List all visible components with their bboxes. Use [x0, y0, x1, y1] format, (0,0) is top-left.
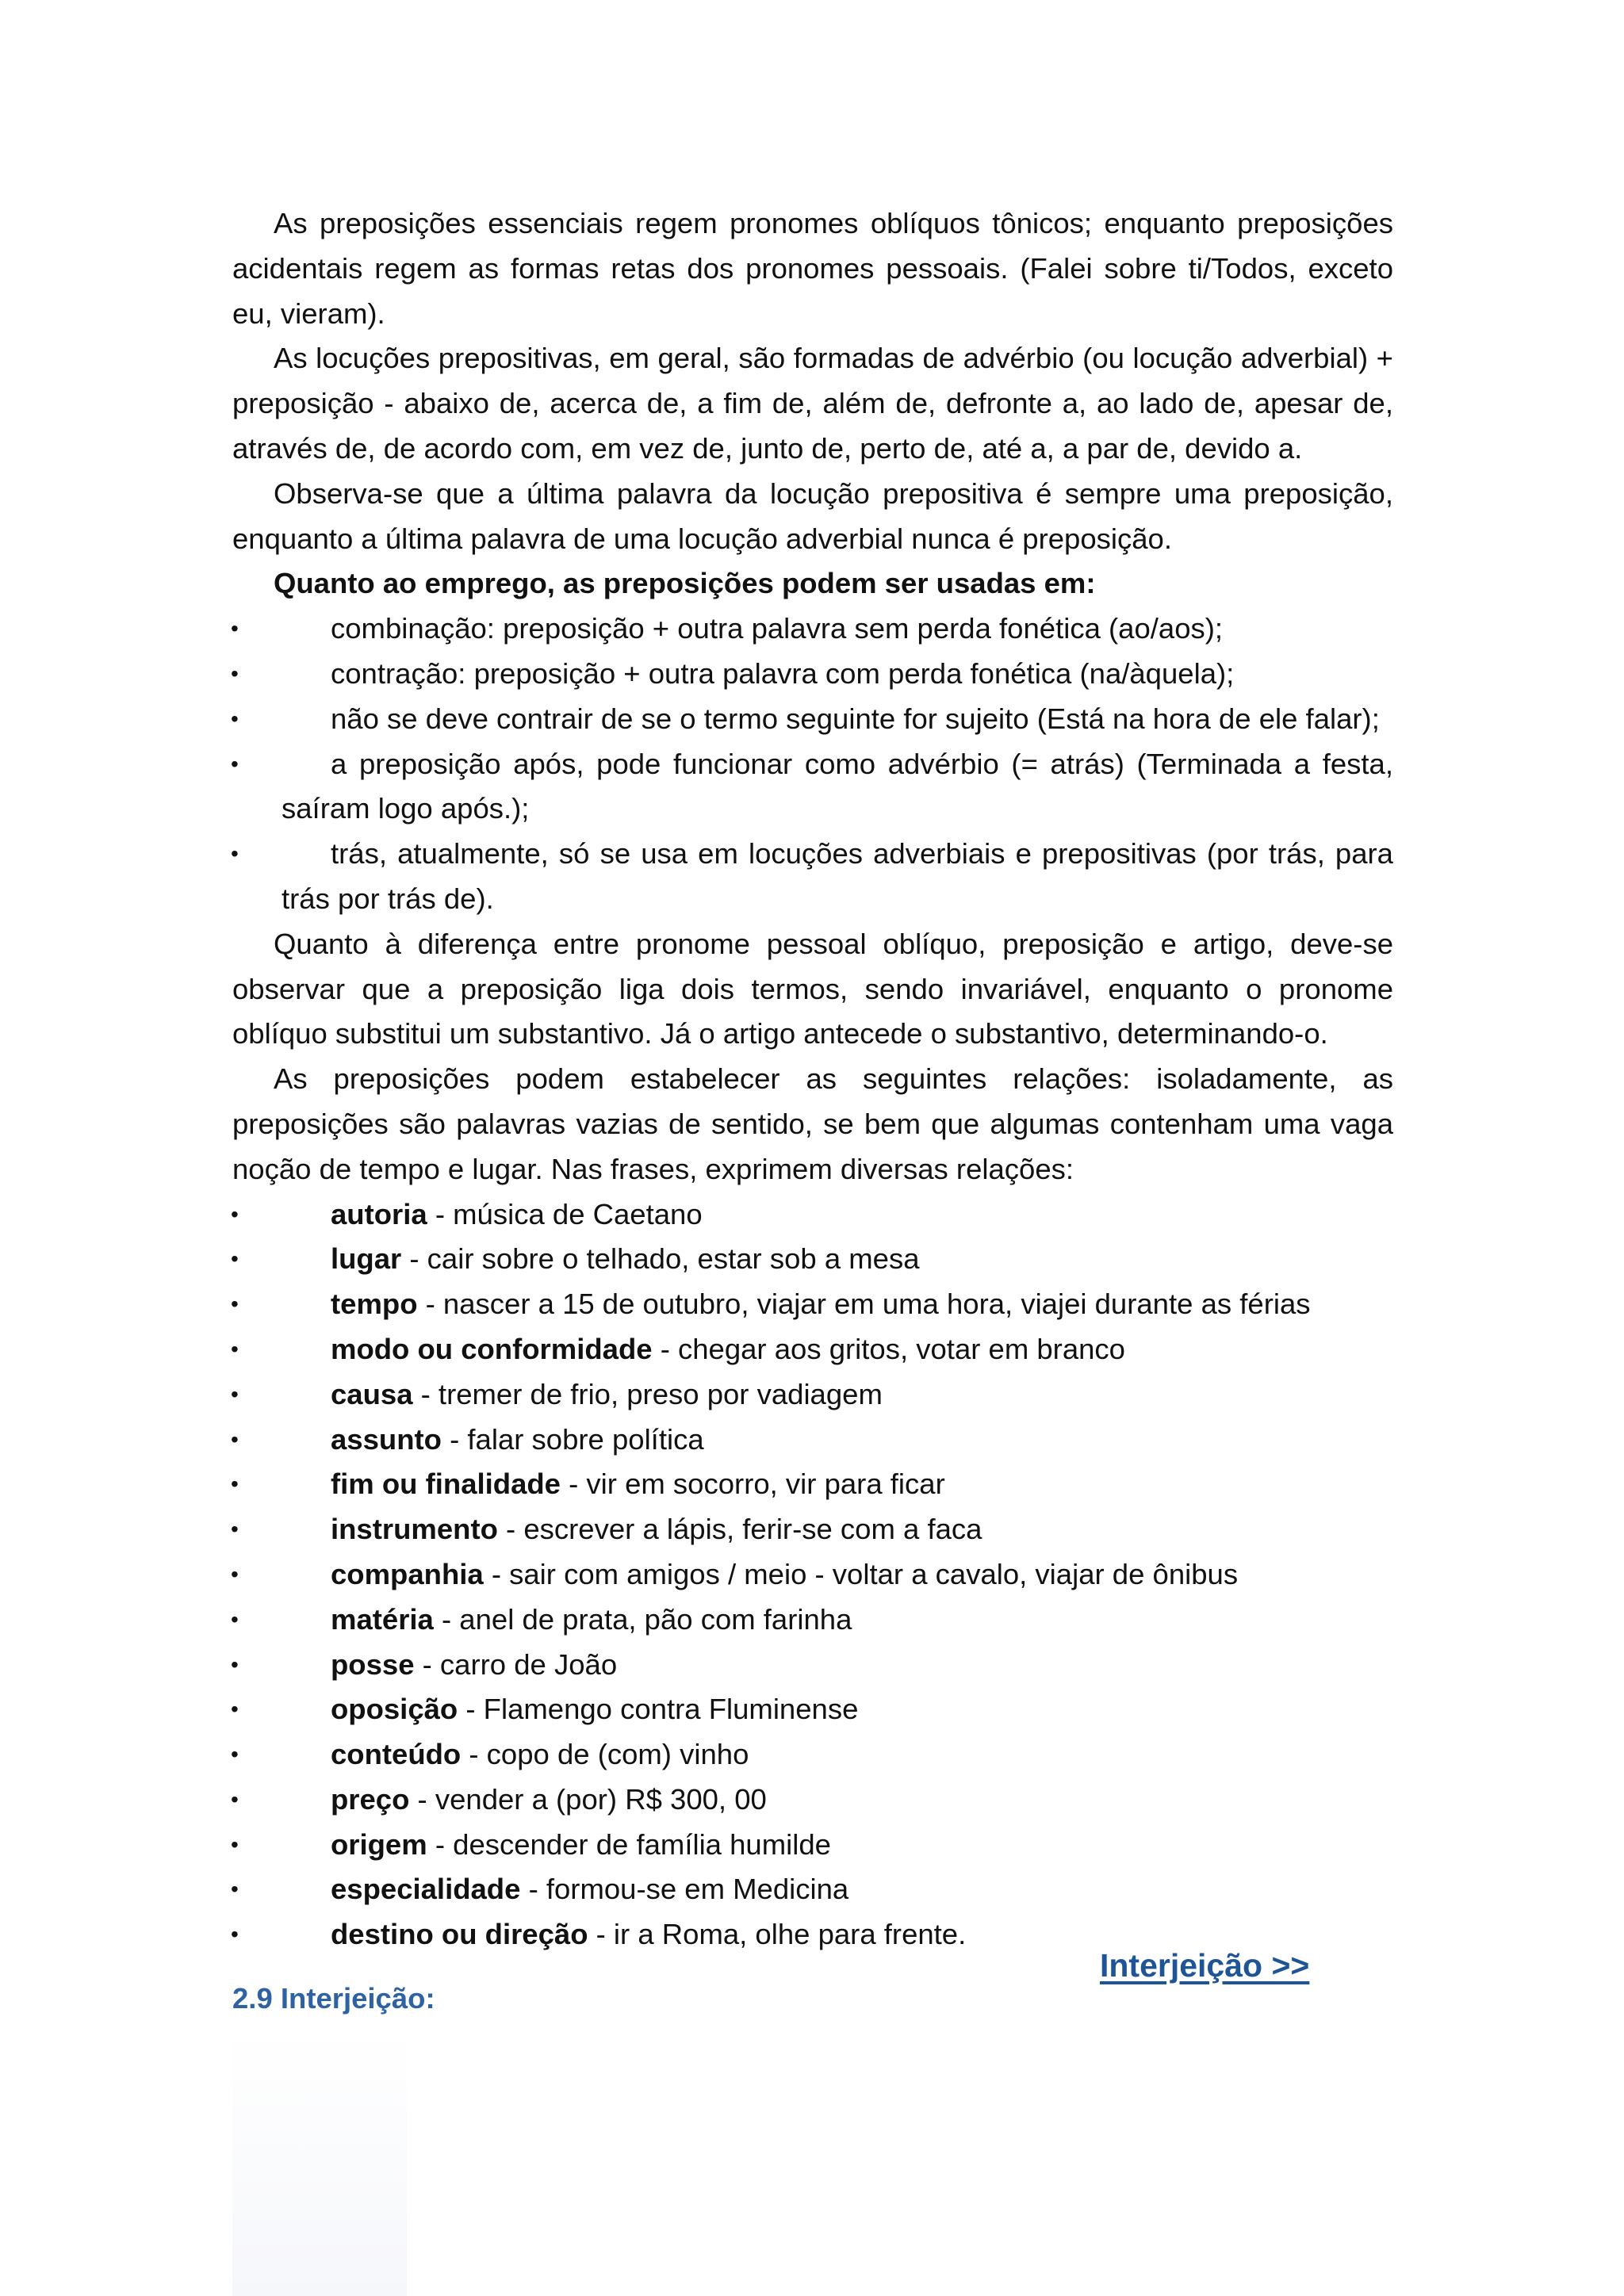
paragraph-essential-prepositions: As preposições essenciais regem pronomes oblíquos tônicos; enquanto preposições acidentais regem as formas retas dos pronomes pessoais. (Falei sobre ti/Todos, exceto eu, vieram).: [232, 207, 1393, 330]
relation-term: especialidade: [331, 1873, 521, 1906]
relation-example: - copo de (com) vinho: [461, 1738, 749, 1771]
relation-term: modo ou conformidade: [331, 1332, 653, 1365]
list-item: [232, 832, 1393, 922]
list-item: [232, 652, 1393, 697]
next-section-link[interactable]: Interjeição >>: [1100, 1947, 1310, 1984]
bullet-icon: •: [231, 1201, 239, 1226]
list-item: [232, 1462, 1393, 1507]
relation-term: conteúdo: [331, 1738, 462, 1771]
list-item: [232, 1418, 1393, 1463]
list-item: [232, 1643, 1393, 1688]
list-item: [232, 1823, 1393, 1868]
relation-term: assunto: [331, 1422, 442, 1456]
bullet-icon: •: [231, 1471, 239, 1497]
list-item: [232, 1282, 1393, 1327]
relation-term: autoria: [331, 1197, 427, 1230]
document-body: [232, 201, 1393, 1957]
bullet-icon: •: [231, 706, 239, 731]
relation-term: posse: [331, 1647, 415, 1681]
relation-example: - sair com amigos / meio - voltar a cavalo, viajar de ônibus: [483, 1557, 1239, 1590]
paragraph-relations-intro: As preposições podem estabelecer as seguintes relações: isoladamente, as preposições são palavras vazias de sentido, se bem que algumas contenham uma vaga noção de tempo e lugar. Nas frases, exprimem diversas relações:: [232, 1062, 1393, 1185]
bullet-icon: •: [231, 1697, 239, 1722]
relation-example: - Flamengo contra Fluminense: [458, 1693, 859, 1726]
list-item-text: não se deve contrair de se o termo seguinte for sujeito (Está na hora de ele falar);: [331, 702, 1380, 735]
bullet-icon: •: [231, 1877, 239, 1902]
list-item: [232, 742, 1393, 832]
bullet-icon: •: [231, 1742, 239, 1767]
list-item: [232, 1192, 1393, 1238]
relation-term: origem: [331, 1827, 427, 1861]
list-item-text: contração: preposição + outra palavra com perda fonética (na/àquela);: [331, 656, 1235, 690]
relation-term: preço: [331, 1782, 410, 1816]
relation-term: companhia: [331, 1557, 484, 1590]
relation-term: matéria: [331, 1602, 434, 1636]
list-item-text: trás, atualmente, só se usa em locuções adverbiais e prepositivas (por trás, para trás por trás de).: [282, 837, 1393, 915]
relation-example: - escrever a lápis, ferir-se com a faca: [497, 1513, 982, 1546]
list-item: [232, 1507, 1393, 1552]
list-item: [232, 1598, 1393, 1643]
relation-example: - anel de prata, pão com farinha: [433, 1602, 852, 1636]
bullet-icon: •: [231, 1292, 239, 1317]
bullet-icon: •: [231, 1922, 239, 1947]
relation-example: - tremer de frio, preso por vadiagem: [412, 1377, 883, 1410]
bullet-icon: •: [231, 1651, 239, 1677]
list-item: [232, 1237, 1393, 1282]
relation-example: - chegar aos gritos, votar em branco: [652, 1332, 1125, 1365]
relation-example: - ir a Roma, olhe para frente.: [588, 1918, 967, 1951]
usage-list: [232, 607, 1393, 922]
relation-term: oposição: [331, 1693, 458, 1726]
list-item-text: combinação: preposição + outra palavra sem perda fonética (ao/aos);: [331, 612, 1224, 645]
relation-example: - vir em socorro, vir para ficar: [561, 1468, 945, 1501]
bullet-icon: •: [231, 1561, 239, 1586]
bullet-icon: •: [231, 1246, 239, 1272]
relation-example: - música de Caetano: [427, 1197, 703, 1230]
list-item: [232, 1552, 1393, 1598]
bullet-icon: •: [231, 841, 239, 867]
relations-list: [232, 1192, 1393, 1958]
bullet-icon: •: [231, 1381, 239, 1406]
bullet-icon: •: [231, 616, 239, 641]
list-item-text: a preposição após, pode funcionar como advérbio (= atrás) (Terminada a festa, saíram logo após.);: [282, 747, 1393, 825]
relation-example: - carro de João: [414, 1647, 618, 1681]
relation-example: - falar sobre política: [441, 1422, 704, 1456]
list-item: [232, 1327, 1393, 1372]
bullet-icon: •: [231, 1426, 239, 1452]
list-item: [232, 1867, 1393, 1912]
relation-term: causa: [331, 1377, 413, 1410]
relation-term: fim ou finalidade: [331, 1468, 561, 1501]
bullet-icon: •: [231, 1831, 239, 1857]
relation-term: instrumento: [331, 1513, 498, 1546]
bullet-icon: •: [231, 1336, 239, 1361]
relation-example: - descender de família humilde: [427, 1827, 831, 1861]
relation-example: - formou-se em Medicina: [520, 1873, 849, 1906]
usage-heading: Quanto ao emprego, as preposições podem ser usadas em:: [274, 567, 1096, 600]
bullet-icon: •: [231, 1606, 239, 1632]
list-item: [232, 1687, 1393, 1732]
list-item: [232, 1732, 1393, 1777]
list-item: [232, 607, 1393, 652]
list-item: [232, 697, 1393, 742]
paragraph-pronoun-vs-preposition: Quanto à diferença entre pronome pessoal oblíquo, preposição e artigo, deve-se observar que a preposição liga dois termos, sendo invariável, enquanto o pronome oblíquo substitui um substantivo. Já o artigo antecede o substantivo, determinando-o.: [232, 927, 1393, 1050]
bullet-icon: •: [231, 660, 239, 686]
relation-example: - nascer a 15 de outubro, viajar em uma hora, viajei durante as férias: [417, 1288, 1311, 1321]
relation-term: lugar: [331, 1242, 402, 1276]
relation-example: - vender a (por) R$ 300, 00: [409, 1782, 767, 1816]
list-item: [232, 1777, 1393, 1823]
page-shade: [232, 2030, 407, 2296]
relation-term: tempo: [331, 1288, 418, 1321]
bullet-icon: •: [231, 1786, 239, 1812]
paragraph-last-word-rule: Observa-se que a última palavra da locução prepositiva é sempre uma preposição, enquanto a última palavra de uma locução adverbial nunca é preposição.: [232, 476, 1393, 555]
relation-term: destino ou direção: [331, 1918, 588, 1951]
paragraph-prepositional-phrases: As locuções prepositivas, em geral, são formadas de advérbio (ou locução adverbial) + preposição - abaixo de, acerca de, a fim de, além de, defronte a, ao lado de, apesar de, através de, de acordo com, em vez de, junto de, perto de, até a, a par de, devido a.: [232, 342, 1393, 465]
relation-example: - cair sobre o telhado, estar sob a mesa: [401, 1242, 920, 1276]
list-item: [232, 1372, 1393, 1418]
section-heading: 2.9 Interjeição:: [232, 1982, 435, 2015]
bullet-icon: •: [231, 751, 239, 776]
bullet-icon: •: [231, 1517, 239, 1542]
